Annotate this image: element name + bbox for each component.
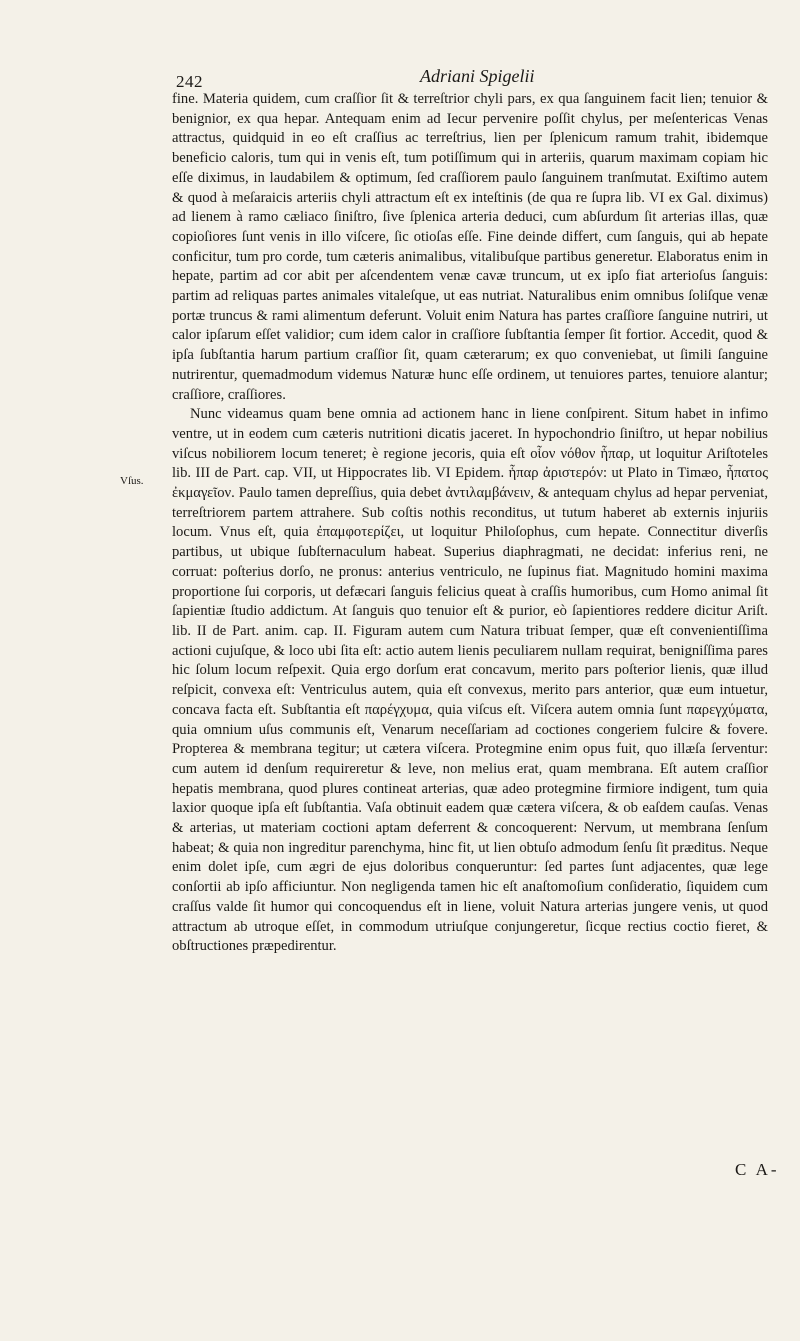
page-number: 242 [176,72,203,91]
paragraph: Nunc videamus quam bene omnia ad actionem hanc in liene conſpirent. Situm habet in infimo ventre, ut in eodem cum cæteris nutritioni dicatis jaceret. In hypochondrio ſiniſtro, ut hepar nobilius viſcus nobiliorem locum teneret; è regione jecoris, quia eſt οἷον νόθον ἧπαρ, ut loquitur Ariſtoteles lib. III de Part. cap. VII, ut Hippocrates lib. VI Epidem. ἧπαρ ἀριστερόν: ut Plato in Timæo, ἧπατος ἐκμαγεῖον. Paulo tamen depreſſius, quia debet ἀντιλαμβάνειν, & antequam chylus ad hepar perveniat, terreſtriorem partem attrahere. Sub coſtis nothis reconditus, ut tutum haberet ab externis injuriis locum. Vnus eſt, quia ἐπαμφοτερίζει, ut loquitur Philoſophus, cum hepate. Connectitur diverſis partibus, ut ubique ſubſternaculum habeat. Superius diaphragmati, ne decidat: inferius reni, ne corruat: poſterius dorſo, ne pronus: anterius ventriculo, ne ſupinus fiat. Magnitudo homini maxima proportione ſui corporis, ut defæcari ſanguis felicius queat à craſſis humoribus, cum Homo animal ſit ſapientiæ ſtudio addictum. At ſanguis quo tenuior eſt & purior, eò ſapientiores reddere dicitur Ariſt. lib. II de Part. anim. cap. II. Figuram autem cum Natura tribuat ſemper, quæ eſt convenientiſſima actioni cujuſque, & loco ubi ſita eſt: actio autem lienis peculiarem nullam requirat, benigniſſima pares hic ſolum locum reſpexit. Quia ergo dorſum erat concavum, merito pars poſterior lienis, quæ illud reſpicit, convexa eſt: Ventriculus autem, quia eſt convexus, merito pars anterior, quæ eum intuetur, concava facta eſt. Subſtantia eſt παρέγχυμα, quia viſcus eſt. Viſcera autem omnia ſunt παρεγχύματα, quia omnium uſus communis eſt, Venarum neceſſariam ad coctiones congeriem fulcire & fovere. Propterea & membrana tegitur; ut cætera viſcera. Protegmine enim opus fuit, quo illæſa ſerventur: cum autem id denſum requireretur & leve, non melius erat, quam membrana. Eſt autem craſſior hepatis membrana, quod plures contineat arterias, quæ adeo protegmine firmiore indigent, tum quia laxior quoque ipſa eſt ſubſtantia. Vaſa obtinuit eadem quæ cætera viſcera, & ob eaſdem cauſas. Venas & arterias, ut materiam coctioni aptam deferrent & concoquerent: Nervum, ut membrana ſenſum habeat; & quia non ingreditur parenchyma, hinc fit, ut lien obtuſo admodum ſenſu ſit præditus. Neque enim dolet ipſe, cum ægri de ejus doloribus conqueruntur: ſed partes ſunt adjacentes, quæ lege conſortii ab ipſo afficiuntur. Non negligenda tamen hic eſt anaſtomoſium conſideratio, ſiquidem cum craſſus valde ſit humor qui concoquendus eſt in liene, voluit Natura arterias jungere venis, ut quod attractum ab utroque eſſet, in commodum utriuſque conjungeretur, ſicque rectius coctio fieret, & obſtructiones præpedirentur. [172,406,768,955]
catchword: C A- [735,1160,780,1179]
body-text [172,90,768,957]
paragraph: fine. Materia quidem, cum craſſior ſit & terreſtrior chyli pars, ex qua ſanguinem facit lien; tenuior & benignior, ex qua hepar. Antequam enim ad Iecur pervenire poſſit chylus, per meſentericas Venas attractus, quidquid in eo eſt craſſius ac terreſtrius, lien per ſplenicum ramum trahit, ibidemque beneficio caloris, tum qui in venis eſt, tum potiſſimum qui in arteriis, quarum maximam copiam hic eſſe diximus, in laudabilem & optimum, ſed craſſiorem paulo ſanguinem tranſmutat. Exiſtimo autem & quod à meſaraicis arteriis chyli attractum eſt ex inteſtinis (de qua re ſupra lib. VI ex Gal. diximus) ad lienem à ramo cæliaco ſiniſtro, ſive ſplenica arteria deduci, cum abſurdum ſit arterias illas, quæ copioſiores ſunt venis in illo viſcere, ſic otioſas eſſe. Fine deinde differt, cum ſanguis, qui ab hepate conficitur, tum pro corde, tum cæteris animalibus, vitalibuſque partibus generetur. Elaboratus enim in hepate, partim ad cor abit per aſcendentem venæ cavæ truncum, ut ex ipſo fiat arterioſus ſanguis: partim ad reliquas partes animales vitaleſque, ut eas nutriat. Naturalibus enim omnibus ſoliſque venæ portæ truncus & rami alimentum deferunt. Voluit enim Natura has partes craſſiore ſanguine nutriri, ut calor ipſarum eſſet validior; cum idem calor in craſſiore ſubſtantia ſemper ſit fortior. Accedit, quod & ipſa ſubſtantia harum partium craſſior ſit, quam cæterarum; ex quo conveniebat, ut ſimili ſanguine nutrirentur, quemadmodum videmus Naturæ hunc eſſe ordinem, ut tenuiores partes, tenuiore alantur; craſſiore, craſſiores. [172,91,768,403]
running-head: Adriani Spigelii [420,66,535,86]
marginal-note: Vſus. [120,475,144,487]
